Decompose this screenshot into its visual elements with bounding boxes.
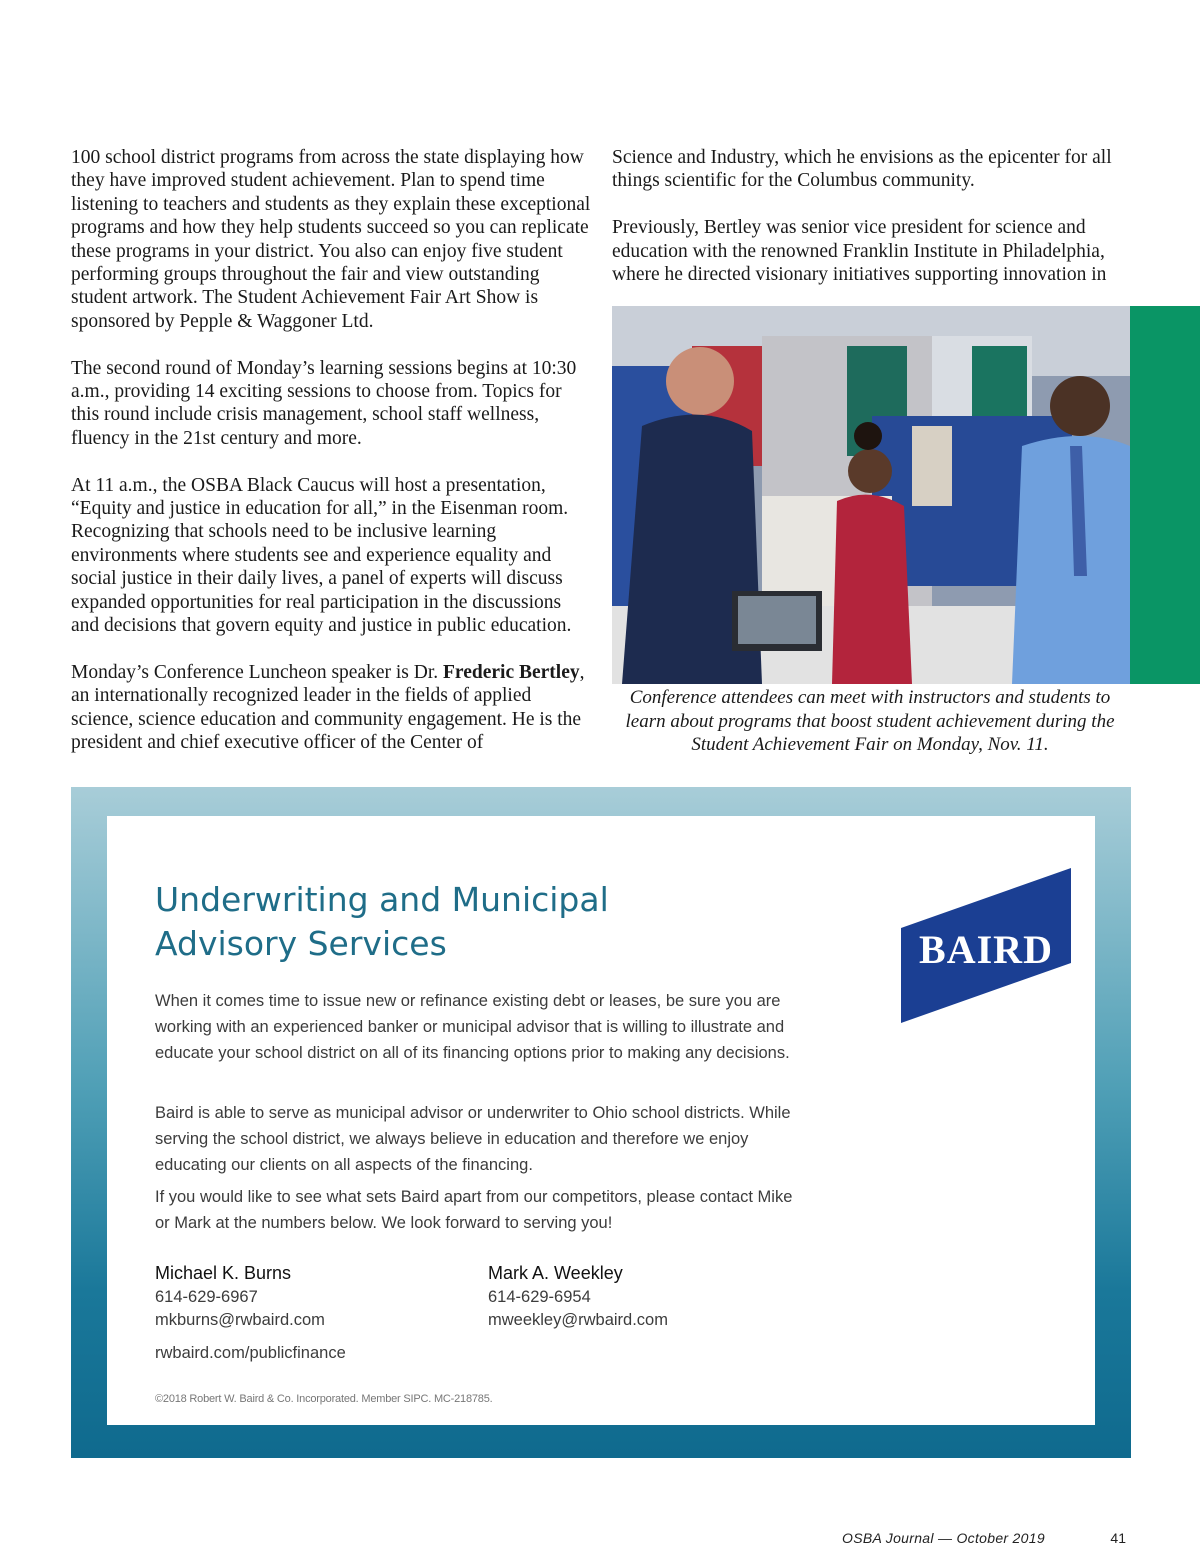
ad-paragraph [155, 1100, 795, 1178]
article-paragraph: At 11 a.m., the OSBA Black Caucus will host a presentation, “Equity and justice in education for all,” in the Eisenman room. Recognizing that schools need to be inclusive learning environments where students see and experience equality and social justice in their daily lives, a panel of experts will discuss expanded opportunities for real participation in the discussions and decisions that govern equity and justice in public education. [71, 474, 572, 637]
ad-legal-text: ©2018 Robert W. Baird & Co. Incorporated. Member SIPC. MC-218785. [155, 1393, 493, 1405]
ad-title-line: Advisory Services [155, 924, 447, 963]
article-paragraph: Science and Industry, which he envisions as the epicenter for all things scientific for the Columbus community. [612, 147, 1112, 192]
speaker-name: Frederic Bertley [443, 661, 580, 683]
article-paragraph: The second round of Monday’s learning sessions begins at 10:30 a.m., providing 14 exciting sessions to choose from. Topics for this round include crisis management, school staff wellness, fluency in the 21st century and more. [71, 357, 577, 449]
article-text: , an internationally recognized leader in the fields of applied science, science education and community engagement. He is the president and chief executive officer of the Center of [71, 661, 585, 754]
photo-caption: Conference attendees can meet with instructors and students to learn about programs that boost student achievement during the Student Achievement Fair on Monday, Nov. 11. [625, 687, 1115, 755]
ad-paragraph-text: When it comes time to issue new or refinance existing debt or leases, be sure you are working with an experienced banker or municipal advisor that is willing to illustrate and educate your school district on all of its financing options prior to making any decisions. [155, 992, 790, 1062]
ad-title-line: Underwriting and Municipal [155, 880, 609, 919]
ad-content-panel [107, 816, 1095, 1425]
footer-journal-title: OSBA Journal — October 2019 [842, 1530, 1045, 1546]
page-number: 41 [1110, 1530, 1126, 1546]
ad-website-link[interactable]: rwbaird.com/publicfinance [155, 1344, 346, 1362]
photo-illustration [612, 306, 1130, 684]
ad-paragraph-text: If you would like to see what sets Baird apart from our competitors, please contact Mike or Mark at the numbers below. We look forward to serving you! [155, 1188, 793, 1232]
contact-michael-burns [155, 1262, 325, 1332]
article-paragraph: 100 school district programs from across the state displaying how they have improved student achievement. Plan to spend time listening to teachers and students as they explain these exceptional programs and how they help students succeed so you can replicate these programs in your district. You also can enjoy five student performing groups throughout the fair and view outstanding student artwork. The Student Achievement Fair Art Show is sponsored by Pepple & Waggoner Ltd. [71, 147, 591, 332]
contact-phone[interactable]: 614-629-6967 [155, 1288, 258, 1306]
contact-email[interactable]: mkburns@rwbaird.com [155, 1311, 325, 1329]
article-right-column [612, 146, 1127, 310]
conference-photo [612, 306, 1130, 684]
contact-mark-weekley [488, 1262, 668, 1332]
article-paragraph [71, 661, 593, 755]
contact-email[interactable]: mweekley@rwbaird.com [488, 1311, 668, 1329]
ad-paragraph-text: Baird is able to serve as municipal advisor or underwriter to Ohio school districts. While serving the school district, we always believe in education and therefore we enjoy educating our clients on all aspects of the financing. [155, 1104, 791, 1174]
baird-logo-text: BAIRD [919, 927, 1053, 972]
article-paragraph: Previously, Bertley was senior vice president for science and education with the renowned Franklin Institute in Philadelphia, where he directed visionary initiatives supporting innovation in [612, 217, 1107, 286]
baird-advertisement [71, 787, 1131, 1458]
article-left-column [71, 146, 593, 778]
article-text: Monday’s Conference Luncheon speaker is Dr. [71, 661, 444, 683]
baird-logo [901, 868, 1071, 1023]
contact-name: Michael K. Burns [155, 1263, 292, 1283]
contact-name: Mark A. Weekley [488, 1263, 623, 1283]
ad-title [155, 878, 795, 966]
section-color-tab [1130, 306, 1200, 684]
contact-phone[interactable]: 614-629-6954 [488, 1288, 591, 1306]
ad-paragraph [155, 1184, 795, 1236]
ad-paragraph [155, 988, 795, 1066]
page-footer [842, 1530, 1132, 1552]
